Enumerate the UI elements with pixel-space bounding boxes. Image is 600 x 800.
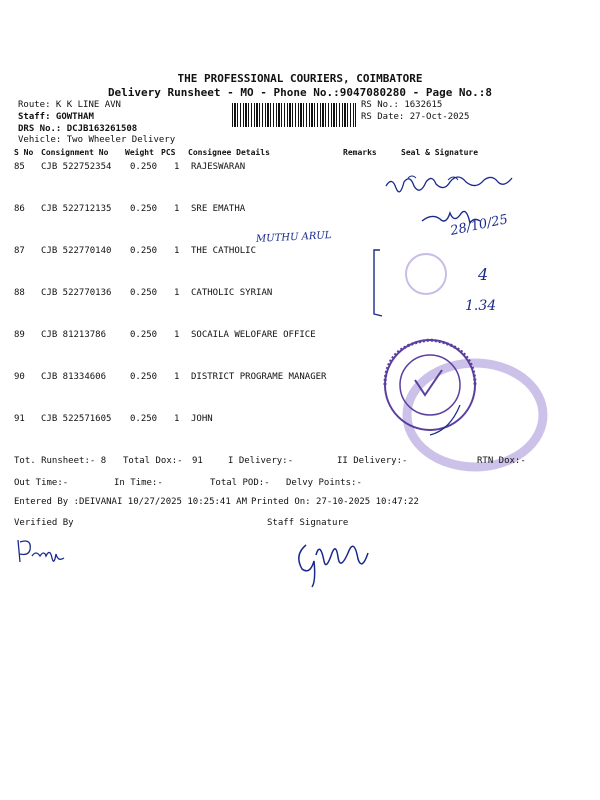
staff-text: Staff: GOWTHAM (18, 112, 94, 122)
row-consignee: DISTRICT PROGRAME MANAGER (191, 372, 327, 382)
in-time: In Time:- (114, 478, 163, 488)
total-pod: Total POD:- (210, 478, 270, 488)
row-weight: 0.250 (130, 372, 158, 382)
table-row (0, 288, 600, 302)
total-dox-value: 91 (192, 456, 203, 466)
row-consignment: CJB 522571605 (41, 414, 112, 424)
row-sno: 88 (14, 288, 25, 298)
row-consignment: CJB 81334606 (41, 372, 107, 382)
row-pcs: 1 (174, 288, 180, 298)
row-sno: 89 (14, 330, 25, 340)
table-row (0, 246, 600, 260)
printed-on: Printed On: 27-10-2025 10:47:22 (251, 497, 419, 507)
row-consignment: CJB 81213786 (41, 330, 107, 340)
row-sno: 91 (14, 414, 25, 424)
entered-by: Entered By :DEIVANAI 10/27/2025 10:25:41 AM (14, 497, 247, 507)
out-time: Out Time:- (14, 478, 69, 488)
col-consignment: Consignment No (41, 148, 109, 157)
company-title: THE PROFESSIONAL COURIERS, COIMBATORE (177, 72, 423, 85)
route-text: Route: K K LINE AVN (18, 100, 121, 110)
row-consignee: SOCAILA WELOFARE OFFICE (191, 330, 316, 340)
row-weight: 0.250 (130, 246, 158, 256)
row-pcs: 1 (174, 372, 180, 382)
delvy-points: Delvy Points:- (286, 478, 362, 488)
stamp-seal (370, 335, 545, 470)
col-seal: Seal & Signature (401, 148, 479, 157)
row-pcs: 1 (174, 246, 180, 256)
col-consignee: Consignee Details (188, 148, 270, 157)
row-pcs: 1 (174, 162, 180, 172)
row-consignment: CJB 522752354 (41, 162, 112, 172)
rs-number: RS No.: 1632615 (361, 100, 443, 110)
drs-number: DRS No.: DCJB163261508 (18, 124, 138, 134)
row-sno: 86 (14, 204, 25, 214)
row-consignee: RAJESWARAN (191, 162, 246, 172)
row-pcs: 1 (174, 330, 180, 340)
rtn-dox: RTN Dox:- (477, 456, 526, 466)
verifier-signature (14, 532, 74, 572)
handwritten-name: MUTHU ARUL (255, 230, 332, 245)
row-weight: 0.250 (130, 204, 158, 214)
row-consignment: CJB 522770140 (41, 246, 112, 256)
i-delivery: I Delivery:- (228, 456, 294, 466)
handwritten-date: 28/10/25 (449, 212, 510, 239)
bracket-mark (372, 244, 452, 324)
row-consignment: CJB 522770136 (41, 288, 112, 298)
row-weight: 0.250 (130, 288, 158, 298)
signature-row-85 (378, 172, 548, 202)
row-consignment: CJB 522712135 (41, 204, 112, 214)
verified-by-label: Verified By (14, 518, 74, 528)
rs-date: RS Date: 27-Oct-2025 (361, 112, 470, 122)
row-consignee: SRE EMATHA (191, 204, 246, 214)
row-consignee: THE CATHOLIC (191, 246, 257, 256)
runsheet-subtitle: Delivery Runsheet - MO - Phone No.:9047080280 - Page No.:8 (107, 86, 493, 99)
ii-delivery: II Delivery:- (337, 456, 408, 466)
row-consignee: JOHN (191, 414, 213, 424)
row-weight: 0.250 (130, 162, 158, 172)
staff-signature-label: Staff Signature (267, 518, 349, 528)
row-pcs: 1 (174, 204, 180, 214)
row-sno: 85 (14, 162, 25, 172)
handwritten-mark-134: 1.34 (465, 298, 497, 314)
staff-signature (292, 535, 382, 590)
row-sno: 87 (14, 246, 25, 256)
row-sno: 90 (14, 372, 25, 382)
tot-runsheet: Tot. Runsheet:- 8 (14, 456, 107, 466)
barcode (232, 103, 356, 127)
row-pcs: 1 (174, 414, 180, 424)
handwritten-mark-4: 4 (478, 265, 489, 284)
total-dox-label: Total Dox:- (123, 456, 183, 466)
col-pcs: PCS (161, 148, 176, 157)
table-header (0, 148, 600, 162)
row-weight: 0.250 (130, 330, 158, 340)
row-weight: 0.250 (130, 414, 158, 424)
col-weight: Weight (125, 148, 154, 157)
col-sno: S No (14, 148, 34, 157)
vehicle-text: Vehicle: Two Wheeler Delivery (18, 135, 176, 145)
col-remarks: Remarks (343, 148, 377, 157)
row-consignee: CATHOLIC SYRIAN (191, 288, 273, 298)
